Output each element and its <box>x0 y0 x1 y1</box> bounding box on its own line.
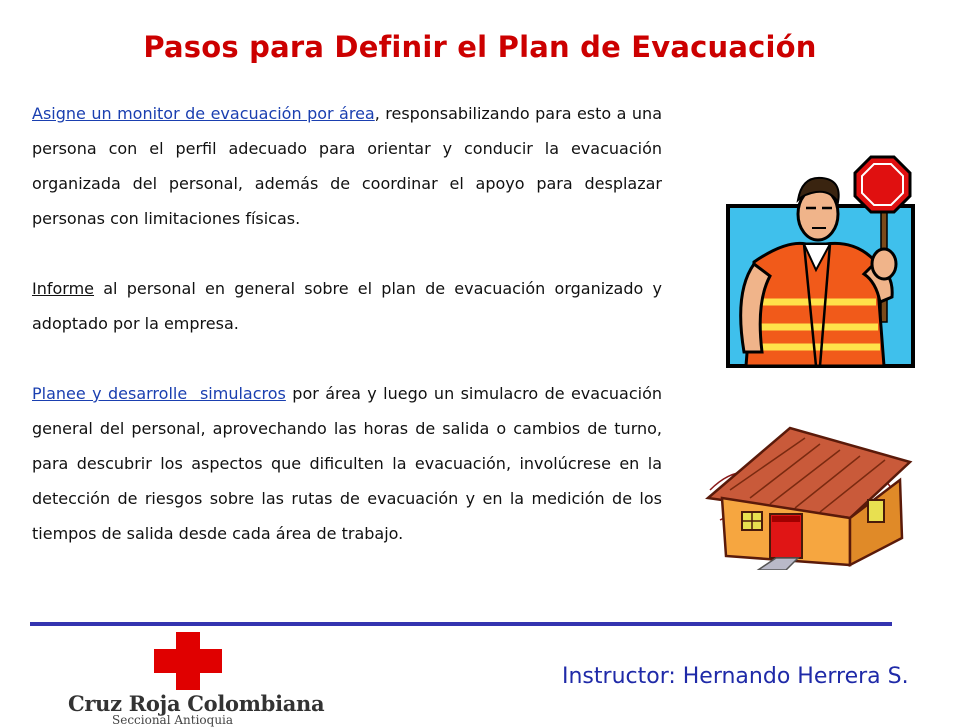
paragraph-monitor <box>32 96 662 236</box>
red-cross-icon <box>154 632 222 690</box>
logo-text: Cruz Roja Colombiana <box>68 691 325 716</box>
body-text <box>32 96 662 551</box>
house-illustration <box>700 420 918 570</box>
evacuation-monitor-illustration <box>726 152 918 370</box>
paragraph-simulacros <box>32 376 662 551</box>
logo-subtext: Seccional Antioquia <box>112 713 234 727</box>
footer-divider <box>30 622 892 626</box>
page-title: Pasos para Definir el Plan de Evacuación <box>143 30 817 64</box>
paragraph-informe <box>32 271 662 341</box>
informe-underlined: Informe <box>32 279 95 298</box>
instructor-credit: Instructor: Hernando Herrera S. <box>562 664 909 689</box>
paragraph-monitor-text: , responsabilizando para esto a una persona con el perfil adecuado para orientar y conducir la evacuación organizada del personal, además de coordinar el apoyo para desplazar personas con limitaciones físicas. <box>32 104 663 228</box>
paragraph-informe-text: al personal en general sobre el plan de evacuación organizado y adoptado por la empresa. <box>32 279 662 333</box>
link-planee-simulacros[interactable]: Planee y desarrolle simulacros <box>32 384 286 403</box>
link-asigne-monitor[interactable]: Asigne un monitor de evacuación por área <box>32 104 375 123</box>
paragraph-simulacros-text: por área y luego un simulacro de evacuación general del personal, aprovechando las horas de salida o cambios de turno, para descubrir los aspectos que dificulten la evacuación, involúcrese en la detección de riesgos sobre las rutas de evacuación y en la medición de los tiempos de salida desde cada área de trabajo. <box>32 384 662 543</box>
